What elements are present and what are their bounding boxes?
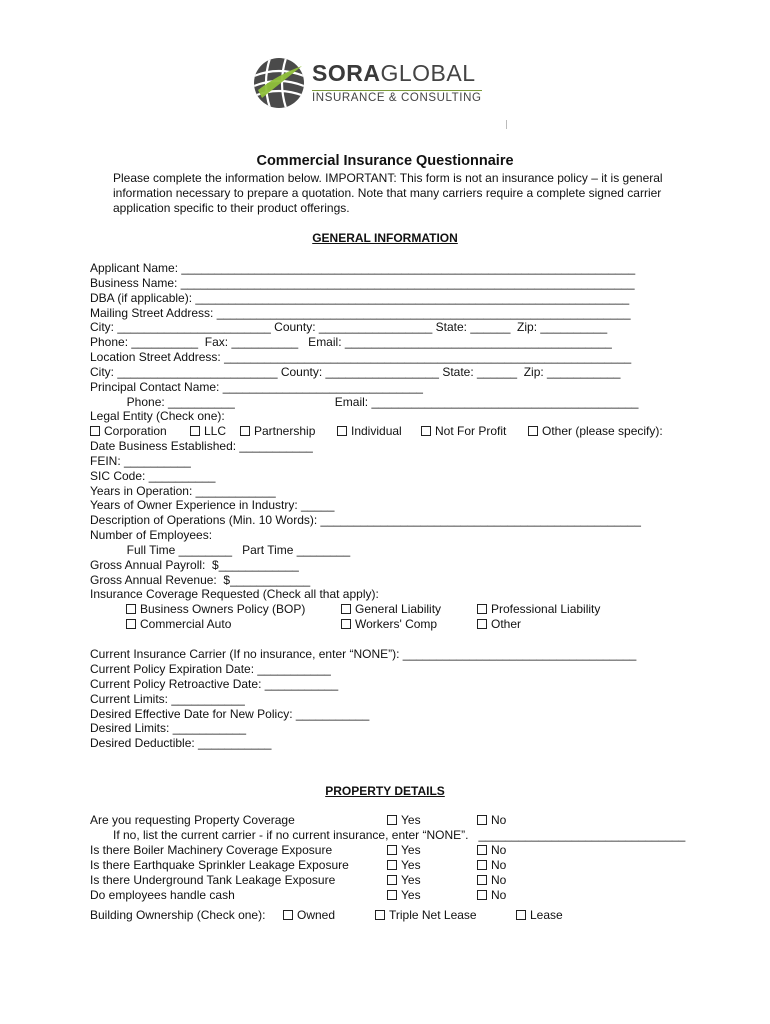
current-carrier-field[interactable]: Current Insurance Carrier (If no insurance, enter “NONE”): ___________________________________ — [90, 647, 637, 661]
property-q4-no[interactable]: No — [477, 873, 506, 888]
gross-payroll-field[interactable]: Gross Annual Payroll: $____________ — [90, 558, 299, 572]
divider-mark — [506, 120, 507, 129]
description-operations-field[interactable]: Description of Operations (Min. 10 Words): ________________________________________________ — [90, 513, 641, 527]
checkbox[interactable] — [477, 860, 487, 870]
coverage-label: Insurance Coverage Requested (Check all that apply): — [90, 587, 379, 601]
business-name-field[interactable]: Business Name: ____________________________________________________________________ — [90, 276, 635, 290]
ownership-label: Building Ownership (Check one): — [90, 908, 266, 922]
checkbox[interactable] — [528, 426, 538, 436]
property-q1-label: Are you requesting Property Coverage — [90, 813, 295, 827]
principal-contact-field[interactable]: Principal Contact Name: ______________________________ — [90, 380, 423, 394]
checkbox[interactable] — [90, 426, 100, 436]
checkbox[interactable] — [477, 815, 487, 825]
entity-partnership[interactable]: Partnership — [240, 424, 315, 439]
desired-limits-field[interactable]: Desired Limits: ___________ — [90, 721, 247, 735]
property-q3-label: Is there Earthquake Sprinkler Leakage Exposure — [90, 858, 349, 872]
checkbox[interactable] — [190, 426, 200, 436]
checkbox[interactable] — [126, 604, 136, 614]
brand-subtitle: INSURANCE & CONSULTING — [312, 92, 482, 104]
checkbox[interactable] — [283, 910, 293, 920]
entity-llc[interactable]: LLC — [190, 424, 226, 439]
checkbox[interactable] — [387, 890, 397, 900]
checkbox[interactable] — [387, 860, 397, 870]
gross-revenue-field[interactable]: Gross Annual Revenue: $____________ — [90, 573, 311, 587]
form-title: Commercial Insurance Questionnaire — [256, 153, 514, 169]
coverage-bop[interactable]: Business Owners Policy (BOP) — [126, 602, 305, 617]
checkbox[interactable] — [375, 910, 385, 920]
checkbox[interactable] — [477, 604, 487, 614]
property-heading: PROPERTY DETAILS — [325, 784, 445, 798]
property-q1-yes[interactable]: Yes — [387, 813, 421, 828]
current-limits-field[interactable]: Current Limits: ___________ — [90, 692, 245, 706]
legal-entity-label: Legal Entity (Check one): — [90, 409, 225, 423]
property-q2-no[interactable]: No — [477, 843, 506, 858]
company-logo — [252, 56, 492, 114]
entity-not-for-profit[interactable]: Not For Profit — [421, 424, 506, 439]
checkbox[interactable] — [387, 815, 397, 825]
coverage-general-liability[interactable]: General Liability — [341, 602, 441, 617]
property-q4-yes[interactable]: Yes — [387, 873, 421, 888]
property-q3-yes[interactable]: Yes — [387, 858, 421, 873]
checkbox[interactable] — [477, 890, 487, 900]
expiration-date-field[interactable]: Current Policy Expiration Date: ___________ — [90, 662, 331, 676]
sic-code-field[interactable]: SIC Code: __________ — [90, 469, 216, 483]
city-county-state-zip-2[interactable]: City: ________________________ County: _________________ State: ______ Zip: ___________ — [90, 365, 621, 379]
property-q2-label: Is there Boiler Machinery Coverage Exposure — [90, 843, 333, 857]
property-q3-no[interactable]: No — [477, 858, 506, 873]
location-address-field[interactable]: Location Street Address: _____________________________________________________________ — [90, 350, 632, 364]
checkbox[interactable] — [337, 426, 347, 436]
mailing-address-field[interactable]: Mailing Street Address: ______________________________________________________________ — [90, 306, 631, 320]
applicant-name-field[interactable]: Applicant Name: ____________________________________________________________________ — [90, 261, 636, 275]
fein-field[interactable]: FEIN: __________ — [90, 454, 191, 468]
coverage-commercial-auto[interactable]: Commercial Auto — [126, 617, 231, 632]
coverage-workers-comp[interactable]: Workers' Comp — [341, 617, 437, 632]
entity-individual[interactable]: Individual — [337, 424, 402, 439]
property-q4-label: Is there Underground Tank Leakage Exposure — [90, 873, 336, 887]
entity-other[interactable]: Other (please specify): — [528, 424, 663, 439]
effective-date-field[interactable]: Desired Effective Date for New Policy: ___________ — [90, 707, 370, 721]
property-q5-label: Do employees handle cash — [90, 888, 235, 902]
property-q5-yes[interactable]: Yes — [387, 888, 421, 903]
phone-fax-email-field[interactable]: Phone: __________ Fax: __________ Email: ________________________________________ — [90, 335, 612, 349]
checkbox[interactable] — [341, 604, 351, 614]
coverage-professional-liability[interactable]: Professional Liability — [477, 602, 600, 617]
property-q5-no[interactable]: No — [477, 888, 506, 903]
checkbox[interactable] — [477, 619, 487, 629]
form-intro: Please complete the information below. IMPORTANT: This form is not an insurance policy – it is general information necessary to prepare a quotation. Note that many carriers require a complete signed carrier application specific to their product offerings. — [113, 171, 663, 215]
dba-field[interactable]: DBA (if applicable): _________________________________________________________________ — [90, 291, 630, 305]
date-established-field[interactable]: Date Business Established: ___________ — [90, 439, 313, 453]
checkbox[interactable] — [126, 619, 136, 629]
checkbox[interactable] — [341, 619, 351, 629]
property-q1-no[interactable]: No — [477, 813, 506, 828]
ownership-owned[interactable]: Owned — [283, 908, 335, 923]
years-operation-field[interactable]: Years in Operation: ____________ — [90, 484, 276, 498]
desired-deductible-field[interactable]: Desired Deductible: ___________ — [90, 736, 272, 750]
employee-counts-field[interactable]: Full Time ________ Part Time ________ — [90, 543, 351, 557]
years-owner-experience-field[interactable]: Years of Owner Experience in Industry: _____ — [90, 498, 335, 512]
general-heading: GENERAL INFORMATION — [312, 231, 458, 245]
entity-corporation[interactable]: Corporation — [90, 424, 167, 439]
brand-name: SORAGLOBAL — [312, 60, 476, 86]
property-q2-yes[interactable]: Yes — [387, 843, 421, 858]
checkbox[interactable] — [516, 910, 526, 920]
city-county-state-zip-1[interactable]: City: _______________________ County: _________________ State: ______ Zip: __________ — [90, 320, 608, 334]
checkbox[interactable] — [240, 426, 250, 436]
checkbox[interactable] — [477, 875, 487, 885]
globe-icon — [252, 56, 306, 110]
contact-phone-email-field[interactable]: Phone: __________ Email: ________________________________________ — [90, 395, 639, 409]
checkbox[interactable] — [421, 426, 431, 436]
retroactive-date-field[interactable]: Current Policy Retroactive Date: ___________ — [90, 677, 339, 691]
checkbox[interactable] — [387, 875, 397, 885]
ownership-triple-net-lease[interactable]: Triple Net Lease — [375, 908, 477, 923]
coverage-other[interactable]: Other — [477, 617, 521, 632]
current-carrier-property-field[interactable]: If no, list the current carrier - if no current insurance, enter “NONE”. _______________________________ — [113, 828, 686, 842]
ownership-lease[interactable]: Lease — [516, 908, 563, 923]
employees-label: Number of Employees: — [90, 528, 213, 542]
checkbox[interactable] — [477, 845, 487, 855]
checkbox[interactable] — [387, 845, 397, 855]
